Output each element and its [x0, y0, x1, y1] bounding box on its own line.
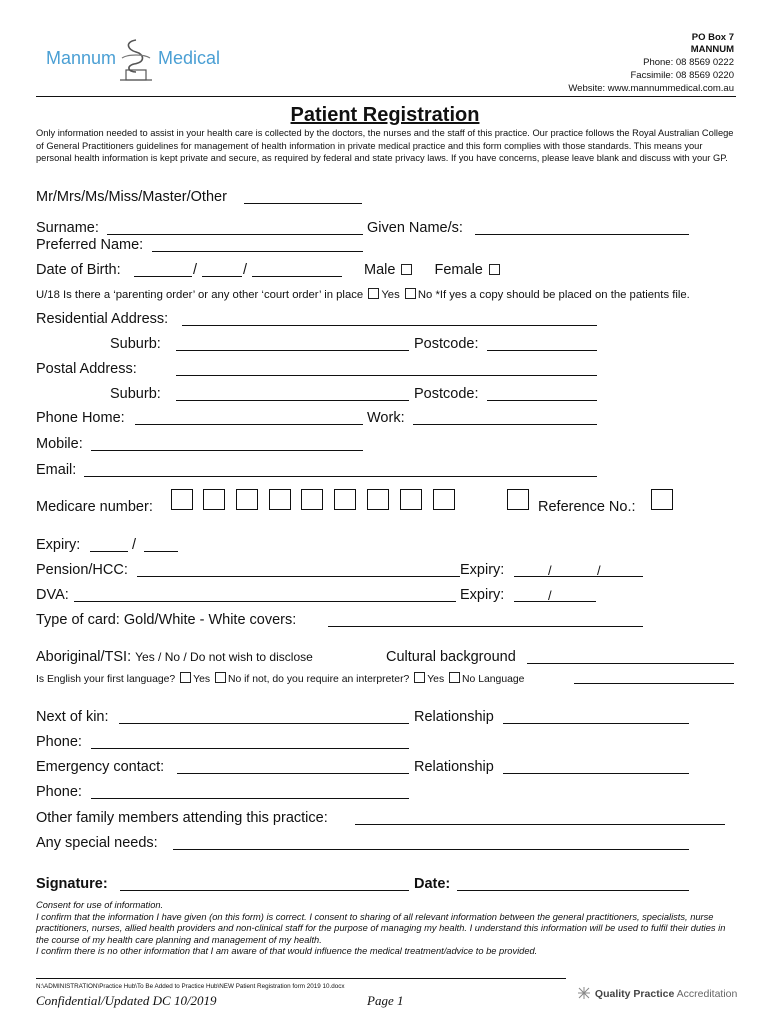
pension-label: Pension/HCC:	[36, 562, 128, 578]
male-label: Male	[364, 262, 396, 278]
dva-expiry-line[interactable]	[514, 601, 596, 602]
dob-day-line[interactable]	[134, 276, 192, 277]
consent-text-2: I confirm there is no other information that I am aware of that would influence the medical treatment/advice to be provided.	[36, 946, 538, 957]
female-label: Female	[434, 262, 483, 278]
court-order-no-label: No *If yes a copy should be placed on the patients file.	[417, 289, 690, 301]
medicare-expiry-label: Expiry:	[36, 537, 81, 553]
given-names-line[interactable]	[475, 234, 689, 235]
medicare-digit-box[interactable]	[203, 489, 225, 510]
aboriginal-label: Aboriginal/TSI:	[36, 649, 132, 665]
other-family-label: Other family members attending this practice:	[36, 810, 328, 826]
postcode-line[interactable]	[487, 350, 597, 351]
relationship-2-label: Relationship	[414, 759, 494, 775]
qpa-bold: Quality Practice	[594, 988, 675, 1000]
dva-expiry-sep: /	[548, 588, 552, 603]
given-names-label: Given Name/s:	[367, 220, 463, 236]
practice-logo	[40, 36, 220, 86]
phone-home-label: Phone Home:	[36, 410, 125, 426]
kin-phone-line[interactable]	[91, 748, 409, 749]
emergency-phone-line[interactable]	[91, 798, 409, 799]
medicare-digit-box[interactable]	[334, 489, 356, 510]
emergency-contact-label: Emergency contact:	[36, 759, 165, 775]
pension-expiry-sep: /	[597, 563, 601, 578]
signature-line[interactable]	[120, 890, 409, 891]
english-no-checkbox[interactable]	[215, 672, 226, 683]
suburb-line[interactable]	[176, 350, 409, 351]
next-of-kin-label: Next of kin:	[36, 709, 109, 725]
signature-label: Signature:	[36, 876, 108, 892]
next-of-kin-line[interactable]	[119, 723, 409, 724]
preferred-name-label: Preferred Name:	[36, 237, 144, 253]
dva-line[interactable]	[74, 601, 456, 602]
medicare-expiry-year-line[interactable]	[144, 551, 178, 552]
reference-label: Reference No.:	[538, 499, 636, 515]
fax-number: Facsimile: 08 8569 0220	[630, 70, 734, 81]
medicare-digit-box[interactable]	[236, 489, 258, 510]
female-checkbox[interactable]	[489, 264, 500, 275]
consent-text: I confirm that the information I have given (on this form) is correct. I consent to sharing of all relevant information between the general practitioners, specialists, nurse practitioners, nurses, allied health providers and non-clinical staff for the purpose of managing my health. I understand this information will be used to fulfil their duties in the course of my health care planning and management of my health.	[36, 911, 726, 945]
surname-line[interactable]	[107, 234, 363, 235]
dob-month-line[interactable]	[202, 276, 242, 277]
emergency-phone-label: Phone:	[36, 784, 82, 800]
medicare-digit-box[interactable]	[400, 489, 422, 510]
qpa-light: Accreditation	[676, 988, 738, 1000]
consent-heading: Consent for use of information.	[36, 900, 164, 910]
english-question: Is English your first language?	[36, 674, 176, 685]
dob-year-line[interactable]	[252, 276, 342, 277]
relationship-2-line[interactable]	[503, 773, 689, 774]
relationship-label: Relationship	[414, 709, 494, 725]
pension-expiry-sep: /	[548, 563, 552, 578]
cultural-line[interactable]	[527, 663, 734, 664]
postal-suburb-label: Suburb:	[110, 386, 161, 402]
interpreter-no-label: No Language	[462, 674, 525, 685]
dob-sep-1: /	[193, 262, 198, 278]
qpa-star-icon	[576, 986, 592, 1000]
postal-line[interactable]	[176, 375, 597, 376]
page-title: Patient Registration	[290, 104, 480, 126]
page-number: Page 1	[367, 993, 404, 1008]
medicare-digit-box[interactable]	[367, 489, 389, 510]
email-line[interactable]	[84, 476, 597, 477]
relationship-line[interactable]	[503, 723, 689, 724]
medicare-digit-box[interactable]	[433, 489, 455, 510]
emergency-contact-line[interactable]	[177, 773, 409, 774]
pension-expiry-label: Expiry:	[460, 562, 505, 578]
date-line[interactable]	[457, 890, 689, 891]
logo-icon	[114, 36, 158, 86]
suburb-label: Suburb:	[110, 336, 161, 352]
town: MANNUM	[690, 44, 734, 55]
kin-phone-label: Phone:	[36, 734, 82, 750]
reference-box[interactable]	[651, 489, 673, 510]
email-label: Email:	[36, 462, 77, 478]
confidential-note: Confidential/Updated DC 10/2019	[36, 993, 217, 1008]
special-needs-line[interactable]	[173, 849, 689, 850]
aboriginal-options[interactable]: Yes / No / Do not wish to disclose	[135, 650, 313, 664]
medicare-expiry-sep: /	[132, 537, 137, 553]
file-path: N:\ADMINISTRATION\Practice Hub\To Be Added to Practice Hub\NEW Patient Registration form 2019 10.docx	[36, 983, 345, 990]
male-checkbox[interactable]	[401, 264, 412, 275]
court-order-yes-checkbox[interactable]	[368, 288, 379, 299]
court-order-no-checkbox[interactable]	[405, 288, 416, 299]
mobile-label: Mobile:	[36, 436, 83, 452]
website: Website: www.mannummedical.com.au	[568, 83, 734, 94]
work-label: Work:	[367, 410, 405, 426]
dva-expiry-label: Expiry:	[460, 587, 505, 603]
dva-label: DVA:	[36, 587, 69, 603]
interpreter-no-checkbox[interactable]	[449, 672, 460, 683]
postal-postcode-line[interactable]	[487, 400, 597, 401]
logo-text-right: Medical	[158, 48, 221, 68]
interpreter-yes-checkbox[interactable]	[414, 672, 425, 683]
salutation-label: Mr/Mrs/Ms/Miss/Master/Other	[36, 189, 227, 205]
postal-suburb-line[interactable]	[176, 400, 409, 401]
phone-number: Phone: 08 8569 0222	[643, 57, 734, 68]
cultural-label: Cultural background	[386, 649, 516, 665]
work-line[interactable]	[413, 424, 597, 425]
interpreter-yes-label: Yes	[427, 674, 445, 685]
language-line[interactable]	[574, 683, 734, 684]
dob-sep-2: /	[243, 262, 248, 278]
date-label: Date:	[414, 876, 451, 892]
u18-question: U/18 Is there a ‘parenting order’ or any other ‘court order’ in place	[36, 289, 364, 301]
card-type-line[interactable]	[328, 626, 643, 627]
card-type-label: Type of card: Gold/White - White covers:	[36, 612, 297, 628]
header-divider	[36, 96, 736, 97]
medicare-label: Medicare number:	[36, 499, 153, 515]
medicare-expiry-month-line[interactable]	[90, 551, 128, 552]
logo-text-left: Mannum	[46, 48, 117, 68]
pension-line[interactable]	[137, 576, 460, 577]
residential-line[interactable]	[182, 325, 597, 326]
special-needs-label: Any special needs:	[36, 835, 158, 851]
dob-label: Date of Birth:	[36, 262, 121, 278]
intro-text: Only information needed to assist in your health care is collected by the doctors, the nurses and the staff of this practice. Our practice follows the Royal Australian College of General Practitioners guidelines for management of health information in private medical practice and this form complies with those standards. This means your personal health information is kept private and secure, as required by federal and state privacy laws. If you have concerns, please leave blank and discuss with your GP.	[36, 128, 734, 164]
other-family-line[interactable]	[355, 824, 725, 825]
pension-expiry-line[interactable]	[514, 576, 643, 577]
phone-home-line[interactable]	[135, 424, 363, 425]
po-box: PO Box 7	[691, 32, 734, 43]
postcode-label: Postcode:	[414, 336, 479, 352]
medicare-digit-box[interactable]	[301, 489, 323, 510]
english-no-label: No if not, do you require an interpreter?	[227, 674, 410, 685]
postal-label: Postal Address:	[36, 361, 137, 377]
english-yes-label: Yes	[193, 674, 211, 685]
residential-label: Residential Address:	[36, 311, 169, 327]
court-order-yes-label: Yes	[381, 289, 400, 301]
english-yes-checkbox[interactable]	[180, 672, 191, 683]
footer-divider	[36, 978, 566, 979]
salutation-line[interactable]	[244, 203, 362, 204]
surname-label: Surname:	[36, 220, 99, 236]
medicare-digit-box[interactable]	[507, 489, 529, 510]
medicare-digit-box[interactable]	[269, 489, 291, 510]
mobile-line[interactable]	[91, 450, 363, 451]
medicare-digit-box[interactable]	[171, 489, 193, 510]
preferred-name-line[interactable]	[152, 251, 363, 252]
qpa-logo	[576, 986, 737, 1000]
postal-postcode-label: Postcode:	[414, 386, 479, 402]
